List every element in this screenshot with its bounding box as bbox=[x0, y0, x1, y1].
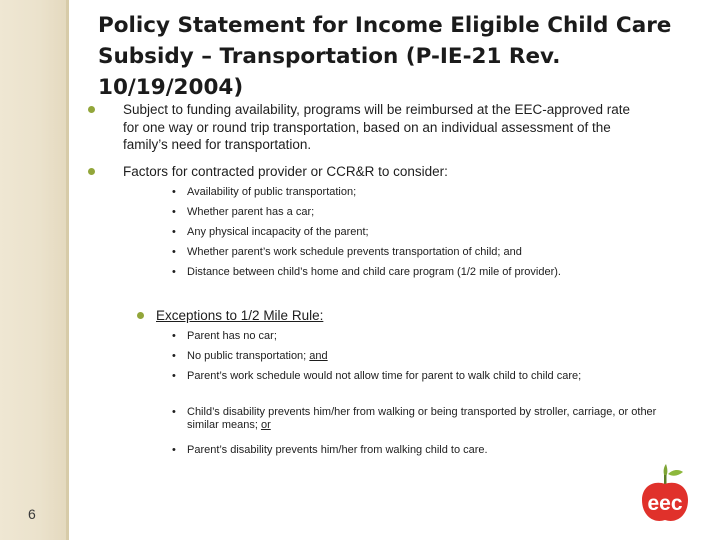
green-bullet-icon bbox=[88, 168, 95, 175]
bullet-dot-icon: • bbox=[172, 226, 176, 238]
exception-item: • Parent’s work schedule would not allow time for parent to walk child to child care; bbox=[172, 370, 582, 382]
conjunction-or: or bbox=[260, 419, 271, 431]
svg-text:eec: eec bbox=[647, 492, 683, 515]
bullet-dot-icon: • bbox=[172, 206, 176, 218]
left-decorative-band bbox=[0, 0, 66, 540]
exception-item: • Parent’s disability prevents him/her from walking child to care. bbox=[172, 444, 488, 456]
bullet-dot-icon: • bbox=[172, 330, 176, 342]
factor-item: • Any physical incapacity of the parent; bbox=[172, 226, 369, 238]
slide-title: Policy Statement for Income Eligible Child Care Subsidy – Transportation (P-IE-21 Rev. 10/19/2004) bbox=[98, 13, 672, 100]
bullet-dot-icon: • bbox=[172, 246, 176, 258]
bullet-dot-icon: • bbox=[172, 406, 176, 418]
bullet-text: Factors for contracted provider or CCR&R to consider: bbox=[123, 164, 448, 179]
eec-logo-icon bbox=[632, 460, 698, 526]
slide-number: 6 bbox=[28, 506, 36, 522]
green-bullet-icon bbox=[137, 312, 144, 319]
bullet-dot-icon: • bbox=[172, 370, 176, 382]
exceptions-heading: Exceptions to 1/2 Mile Rule: bbox=[137, 307, 537, 325]
bullet-funding bbox=[88, 101, 648, 155]
exception-item: • Parent has no car; bbox=[172, 330, 277, 342]
green-bullet-icon bbox=[88, 106, 95, 113]
bullet-dot-icon: • bbox=[172, 350, 176, 362]
bullet-dot-icon: • bbox=[172, 444, 176, 456]
factor-item: • Whether parent has a car; bbox=[172, 206, 315, 218]
exception-item: • No public transportation; and bbox=[172, 350, 328, 362]
exception-item: • Child’s disability prevents him/her from walking or being transported by stroller, carriage, or other similar means; or bbox=[172, 406, 657, 431]
conjunction-and: and bbox=[309, 350, 328, 362]
factor-item: • Availability of public transportation; bbox=[172, 186, 357, 198]
factor-item: • Distance between child’s home and child care program (1/2 mile of provider). bbox=[172, 266, 561, 278]
bullet-factors bbox=[88, 163, 648, 181]
bullet-dot-icon: • bbox=[172, 266, 176, 278]
factor-item: • Whether parent’s work schedule prevents transportation of child; and bbox=[172, 246, 522, 258]
bullet-text: Subject to funding availability, programs will be reimbursed at the EEC-approved rate for one way or round trip transportation, based on an individual assessment of the family’s need for transportation. bbox=[123, 102, 631, 152]
band-divider-line bbox=[66, 0, 69, 540]
bullet-dot-icon: • bbox=[172, 186, 176, 198]
